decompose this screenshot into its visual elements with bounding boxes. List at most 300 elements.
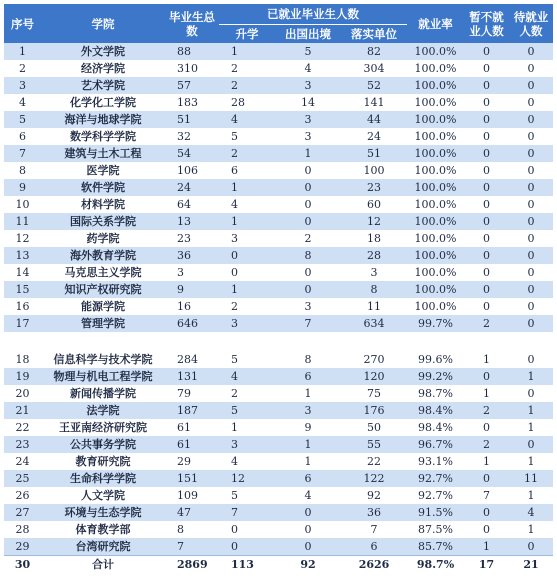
row-awaiting: 1 <box>509 453 553 470</box>
row-employer: 52 <box>341 77 407 94</box>
row-college: 经济学院 <box>41 60 165 77</box>
row-grad-total: 13 <box>165 213 219 230</box>
row-grad-total: 47 <box>165 504 219 521</box>
table-row <box>4 43 553 60</box>
row-seq: 24 <box>4 453 41 470</box>
row-further-study: 28 <box>219 94 275 111</box>
row-employer: 122 <box>341 470 407 487</box>
table-row <box>4 196 553 213</box>
row-not-seeking: 1 <box>464 385 509 402</box>
row-not-seeking: 0 <box>464 298 509 315</box>
row-rate: 100.0% <box>407 281 464 298</box>
employment-table <box>4 4 553 573</box>
row-not-seeking: 0 <box>464 162 509 179</box>
row-rate: 100.0% <box>407 298 464 315</box>
row-awaiting: 0 <box>509 351 553 368</box>
row-abroad: 1 <box>275 145 341 162</box>
row-not-seeking: 0 <box>464 60 509 77</box>
row-further-study: 1 <box>219 213 275 230</box>
row-awaiting: 0 <box>509 128 553 145</box>
row-seq: 27 <box>4 504 41 521</box>
row-grad-total: 2869 <box>165 556 219 574</box>
row-awaiting: 0 <box>509 60 553 77</box>
row-grad-total: 187 <box>165 402 219 419</box>
row-awaiting: 4 <box>509 504 553 521</box>
table-row <box>4 77 553 94</box>
row-employer: 270 <box>341 351 407 368</box>
row-college: 医学院 <box>41 162 165 179</box>
row-abroad: 4 <box>275 60 341 77</box>
row-college: 建筑与土木工程 <box>41 145 165 162</box>
header-grad-total: 毕业生总数 <box>165 4 219 43</box>
row-abroad: 0 <box>275 504 341 521</box>
table-row <box>4 94 553 111</box>
row-abroad: 2 <box>275 230 341 247</box>
table-row <box>4 281 553 298</box>
row-employer: 634 <box>341 315 407 332</box>
table-row <box>4 145 553 162</box>
row-further-study: 5 <box>219 351 275 368</box>
row-grad-total: 29 <box>165 453 219 470</box>
row-seq: 12 <box>4 230 41 247</box>
row-awaiting: 0 <box>509 111 553 128</box>
row-seq: 10 <box>4 196 41 213</box>
row-not-seeking: 0 <box>464 94 509 111</box>
row-seq: 19 <box>4 368 41 385</box>
row-awaiting: 0 <box>509 179 553 196</box>
row-college: 生命科学学院 <box>41 470 165 487</box>
row-rate: 92.7% <box>407 487 464 504</box>
row-further-study: 2 <box>219 385 275 402</box>
row-not-seeking: 0 <box>464 128 509 145</box>
row-not-seeking: 2 <box>464 315 509 332</box>
row-employer: 36 <box>341 504 407 521</box>
row-abroad: 1 <box>275 453 341 470</box>
row-seq: 26 <box>4 487 41 504</box>
row-employer: 22 <box>341 453 407 470</box>
row-grad-total: 61 <box>165 419 219 436</box>
table-row <box>4 419 553 436</box>
row-seq: 30 <box>4 556 41 574</box>
row-grad-total: 9 <box>165 281 219 298</box>
table-row <box>4 60 553 77</box>
row-seq: 22 <box>4 419 41 436</box>
row-abroad: 3 <box>275 402 341 419</box>
row-grad-total: 79 <box>165 385 219 402</box>
row-abroad: 3 <box>275 77 341 94</box>
row-awaiting: 1 <box>509 419 553 436</box>
row-rate: 100.0% <box>407 179 464 196</box>
row-employer: 92 <box>341 487 407 504</box>
row-not-seeking: 1 <box>464 538 509 556</box>
row-rate: 96.7% <box>407 436 464 453</box>
row-not-seeking: 0 <box>464 77 509 94</box>
header-seq: 序号 <box>4 4 41 43</box>
row-awaiting: 0 <box>509 264 553 281</box>
table-row <box>4 385 553 402</box>
row-seq: 5 <box>4 111 41 128</box>
table-row <box>4 470 553 487</box>
row-grad-total: 57 <box>165 77 219 94</box>
row-awaiting: 0 <box>509 196 553 213</box>
row-employer: 304 <box>341 60 407 77</box>
row-employer: 51 <box>341 145 407 162</box>
row-college: 环境与生态学院 <box>41 504 165 521</box>
row-grad-total: 61 <box>165 436 219 453</box>
row-awaiting: 0 <box>509 315 553 332</box>
row-not-seeking: 1 <box>464 351 509 368</box>
row-grad-total: 151 <box>165 470 219 487</box>
row-grad-total: 54 <box>165 145 219 162</box>
row-rate: 99.2% <box>407 368 464 385</box>
table-row <box>4 264 553 281</box>
row-seq: 25 <box>4 470 41 487</box>
row-rate: 100.0% <box>407 162 464 179</box>
row-college: 新闻传播学院 <box>41 385 165 402</box>
row-employer: 44 <box>341 111 407 128</box>
row-not-seeking: 0 <box>464 470 509 487</box>
row-abroad: 8 <box>275 351 341 368</box>
table-row <box>4 111 553 128</box>
row-abroad: 0 <box>275 264 341 281</box>
row-abroad: 3 <box>275 128 341 145</box>
row-rate: 85.7% <box>407 538 464 556</box>
row-rate: 99.6% <box>407 351 464 368</box>
table-row <box>4 368 553 385</box>
row-awaiting: 0 <box>509 230 553 247</box>
row-grad-total: 646 <box>165 315 219 332</box>
row-further-study: 4 <box>219 196 275 213</box>
row-college: 法学院 <box>41 402 165 419</box>
row-employer: 141 <box>341 94 407 111</box>
table-row <box>4 230 553 247</box>
row-rate: 100.0% <box>407 264 464 281</box>
row-further-study: 3 <box>219 230 275 247</box>
row-college: 公共事务学院 <box>41 436 165 453</box>
row-not-seeking: 1 <box>464 453 509 470</box>
row-not-seeking: 0 <box>464 179 509 196</box>
row-college: 人文学院 <box>41 487 165 504</box>
row-grad-total: 109 <box>165 487 219 504</box>
row-awaiting: 0 <box>509 77 553 94</box>
row-further-study: 113 <box>219 556 275 574</box>
row-rate: 100.0% <box>407 60 464 77</box>
row-abroad: 1 <box>275 385 341 402</box>
row-grad-total: 183 <box>165 94 219 111</box>
row-college: 马克思主义学院 <box>41 264 165 281</box>
row-college: 能源学院 <box>41 298 165 315</box>
row-college: 软件学院 <box>41 179 165 196</box>
row-not-seeking: 0 <box>464 43 509 60</box>
row-not-seeking: 0 <box>464 145 509 162</box>
table-row <box>4 436 553 453</box>
row-employer: 28 <box>341 247 407 264</box>
row-further-study: 1 <box>219 43 275 60</box>
row-grad-total: 8 <box>165 521 219 538</box>
row-seq: 8 <box>4 162 41 179</box>
table-row <box>4 179 553 196</box>
row-further-study: 2 <box>219 77 275 94</box>
row-awaiting: 11 <box>509 470 553 487</box>
row-rate: 100.0% <box>407 77 464 94</box>
row-college: 知识产权研究院 <box>41 281 165 298</box>
row-further-study: 2 <box>219 60 275 77</box>
row-college: 体育教学部 <box>41 521 165 538</box>
header-employer: 落实单位 <box>341 25 407 44</box>
row-rate: 100.0% <box>407 213 464 230</box>
row-employer: 6 <box>341 538 407 556</box>
row-seq: 7 <box>4 145 41 162</box>
row-further-study: 2 <box>219 298 275 315</box>
row-not-seeking: 0 <box>464 230 509 247</box>
row-rate: 100.0% <box>407 145 464 162</box>
row-awaiting: 21 <box>509 556 553 574</box>
gap-cell <box>4 332 553 351</box>
row-not-seeking: 0 <box>464 264 509 281</box>
row-college: 外文学院 <box>41 43 165 60</box>
row-college: 化学化工学院 <box>41 94 165 111</box>
row-grad-total: 131 <box>165 368 219 385</box>
row-rate: 98.4% <box>407 419 464 436</box>
row-employer: 60 <box>341 196 407 213</box>
row-college: 艺术学院 <box>41 77 165 94</box>
row-further-study: 1 <box>219 281 275 298</box>
row-further-study: 1 <box>219 179 275 196</box>
row-grad-total: 7 <box>165 538 219 556</box>
row-awaiting: 1 <box>509 402 553 419</box>
row-employer: 11 <box>341 298 407 315</box>
row-abroad: 3 <box>275 298 341 315</box>
row-further-study: 7 <box>219 504 275 521</box>
row-grad-total: 23 <box>165 230 219 247</box>
row-not-seeking: 0 <box>464 281 509 298</box>
table-row <box>4 504 553 521</box>
row-further-study: 5 <box>219 402 275 419</box>
row-employer: 50 <box>341 419 407 436</box>
row-further-study: 5 <box>219 487 275 504</box>
row-grad-total: 16 <box>165 298 219 315</box>
row-employer: 23 <box>341 179 407 196</box>
row-abroad: 7 <box>275 315 341 332</box>
row-grad-total: 106 <box>165 162 219 179</box>
row-rate: 100.0% <box>407 43 464 60</box>
table-row <box>4 521 553 538</box>
row-further-study: 0 <box>219 521 275 538</box>
row-employer: 75 <box>341 385 407 402</box>
row-seq: 21 <box>4 402 41 419</box>
row-college: 材料学院 <box>41 196 165 213</box>
header-rate: 就业率 <box>407 4 464 43</box>
row-employer: 7 <box>341 521 407 538</box>
row-abroad: 9 <box>275 419 341 436</box>
row-grad-total: 51 <box>165 111 219 128</box>
table-row <box>4 453 553 470</box>
row-awaiting: 0 <box>509 538 553 556</box>
row-seq: 11 <box>4 213 41 230</box>
row-not-seeking: 2 <box>464 402 509 419</box>
row-college: 国际关系学院 <box>41 213 165 230</box>
row-awaiting: 0 <box>509 298 553 315</box>
row-seq: 14 <box>4 264 41 281</box>
row-employer: 82 <box>341 43 407 60</box>
row-awaiting: 0 <box>509 281 553 298</box>
header-awaiting: 待就业人数 <box>509 4 553 43</box>
row-awaiting: 0 <box>509 247 553 264</box>
row-employer: 18 <box>341 230 407 247</box>
total-row <box>4 556 553 574</box>
row-college: 海外教育学院 <box>41 247 165 264</box>
table-body <box>4 43 553 573</box>
row-employer: 100 <box>341 162 407 179</box>
header-college: 学院 <box>41 4 165 43</box>
row-awaiting: 0 <box>509 436 553 453</box>
row-rate: 98.7% <box>407 556 464 574</box>
row-rate: 92.7% <box>407 470 464 487</box>
row-grad-total: 88 <box>165 43 219 60</box>
row-awaiting: 1 <box>509 487 553 504</box>
row-rate: 98.7% <box>407 385 464 402</box>
row-college: 物理与机电工程学院 <box>41 368 165 385</box>
row-not-seeking: 0 <box>464 213 509 230</box>
row-seq: 9 <box>4 179 41 196</box>
row-rate: 87.5% <box>407 521 464 538</box>
row-employer: 3 <box>341 264 407 281</box>
table-row <box>4 128 553 145</box>
row-college: 王亚南经济研究院 <box>41 419 165 436</box>
row-seq: 16 <box>4 298 41 315</box>
row-seq: 23 <box>4 436 41 453</box>
row-college: 药学院 <box>41 230 165 247</box>
row-abroad: 14 <box>275 94 341 111</box>
row-seq: 6 <box>4 128 41 145</box>
row-awaiting: 0 <box>509 145 553 162</box>
row-seq: 15 <box>4 281 41 298</box>
row-awaiting: 0 <box>509 94 553 111</box>
row-rate: 99.7% <box>407 315 464 332</box>
row-abroad: 0 <box>275 196 341 213</box>
row-abroad: 3 <box>275 111 341 128</box>
row-not-seeking: 0 <box>464 419 509 436</box>
row-awaiting: 0 <box>509 162 553 179</box>
row-awaiting: 0 <box>509 385 553 402</box>
row-not-seeking: 7 <box>464 487 509 504</box>
row-not-seeking: 0 <box>464 196 509 213</box>
row-abroad: 6 <box>275 470 341 487</box>
row-further-study: 4 <box>219 111 275 128</box>
row-seq: 13 <box>4 247 41 264</box>
row-further-study: 1 <box>219 419 275 436</box>
header-employed-group: 已就业毕业生人数 <box>219 4 407 25</box>
row-not-seeking: 0 <box>464 368 509 385</box>
row-not-seeking: 0 <box>464 504 509 521</box>
row-further-study: 12 <box>219 470 275 487</box>
table-row <box>4 487 553 504</box>
row-seq: 4 <box>4 94 41 111</box>
row-college: 台湾研究院 <box>41 538 165 556</box>
row-not-seeking: 0 <box>464 521 509 538</box>
row-abroad: 5 <box>275 43 341 60</box>
row-abroad: 0 <box>275 179 341 196</box>
row-seq: 2 <box>4 60 41 77</box>
row-not-seeking: 2 <box>464 436 509 453</box>
table-row <box>4 247 553 264</box>
row-grad-total: 3 <box>165 264 219 281</box>
row-further-study: 4 <box>219 368 275 385</box>
row-college: 信息科学与技术学院 <box>41 351 165 368</box>
table-row <box>4 538 553 556</box>
row-abroad: 1 <box>275 436 341 453</box>
row-college: 管理学院 <box>41 315 165 332</box>
table-row <box>4 298 553 315</box>
row-employer: 24 <box>341 128 407 145</box>
row-seq: 3 <box>4 77 41 94</box>
row-awaiting: 0 <box>509 213 553 230</box>
table-row <box>4 351 553 368</box>
row-further-study: 2 <box>219 145 275 162</box>
row-abroad: 0 <box>275 538 341 556</box>
header-abroad: 出国出境 <box>275 25 341 44</box>
row-employer: 8 <box>341 281 407 298</box>
table-row <box>4 162 553 179</box>
row-employer: 120 <box>341 368 407 385</box>
row-college: 教育研究院 <box>41 453 165 470</box>
row-awaiting: 1 <box>509 521 553 538</box>
header-not-seeking: 暂不就业人数 <box>464 4 509 43</box>
row-rate: 93.1% <box>407 453 464 470</box>
row-seq: 28 <box>4 521 41 538</box>
row-further-study: 3 <box>219 315 275 332</box>
header-further-study: 升学 <box>219 25 275 44</box>
row-rate: 98.4% <box>407 402 464 419</box>
row-further-study: 0 <box>219 247 275 264</box>
row-abroad: 0 <box>275 281 341 298</box>
row-seq: 20 <box>4 385 41 402</box>
row-rate: 100.0% <box>407 111 464 128</box>
row-further-study: 6 <box>219 162 275 179</box>
row-college: 合计 <box>41 556 165 574</box>
row-abroad: 8 <box>275 247 341 264</box>
row-rate: 100.0% <box>407 247 464 264</box>
row-employer: 12 <box>341 213 407 230</box>
row-further-study: 0 <box>219 538 275 556</box>
row-further-study: 0 <box>219 264 275 281</box>
row-awaiting: 0 <box>509 43 553 60</box>
row-not-seeking: 17 <box>464 556 509 574</box>
row-rate: 100.0% <box>407 128 464 145</box>
row-further-study: 5 <box>219 128 275 145</box>
row-rate: 100.0% <box>407 94 464 111</box>
row-rate: 91.5% <box>407 504 464 521</box>
row-seq: 29 <box>4 538 41 556</box>
table-row <box>4 315 553 332</box>
row-not-seeking: 0 <box>464 111 509 128</box>
row-seq: 1 <box>4 43 41 60</box>
row-employer: 2626 <box>341 556 407 574</box>
row-rate: 100.0% <box>407 196 464 213</box>
row-abroad: 0 <box>275 162 341 179</box>
table-row <box>4 402 553 419</box>
row-further-study: 3 <box>219 436 275 453</box>
row-abroad: 6 <box>275 368 341 385</box>
row-grad-total: 284 <box>165 351 219 368</box>
row-further-study: 4 <box>219 453 275 470</box>
row-grad-total: 64 <box>165 196 219 213</box>
row-college: 海洋与地球学院 <box>41 111 165 128</box>
row-seq: 17 <box>4 315 41 332</box>
section-gap <box>4 332 553 351</box>
table-row <box>4 213 553 230</box>
row-grad-total: 32 <box>165 128 219 145</box>
